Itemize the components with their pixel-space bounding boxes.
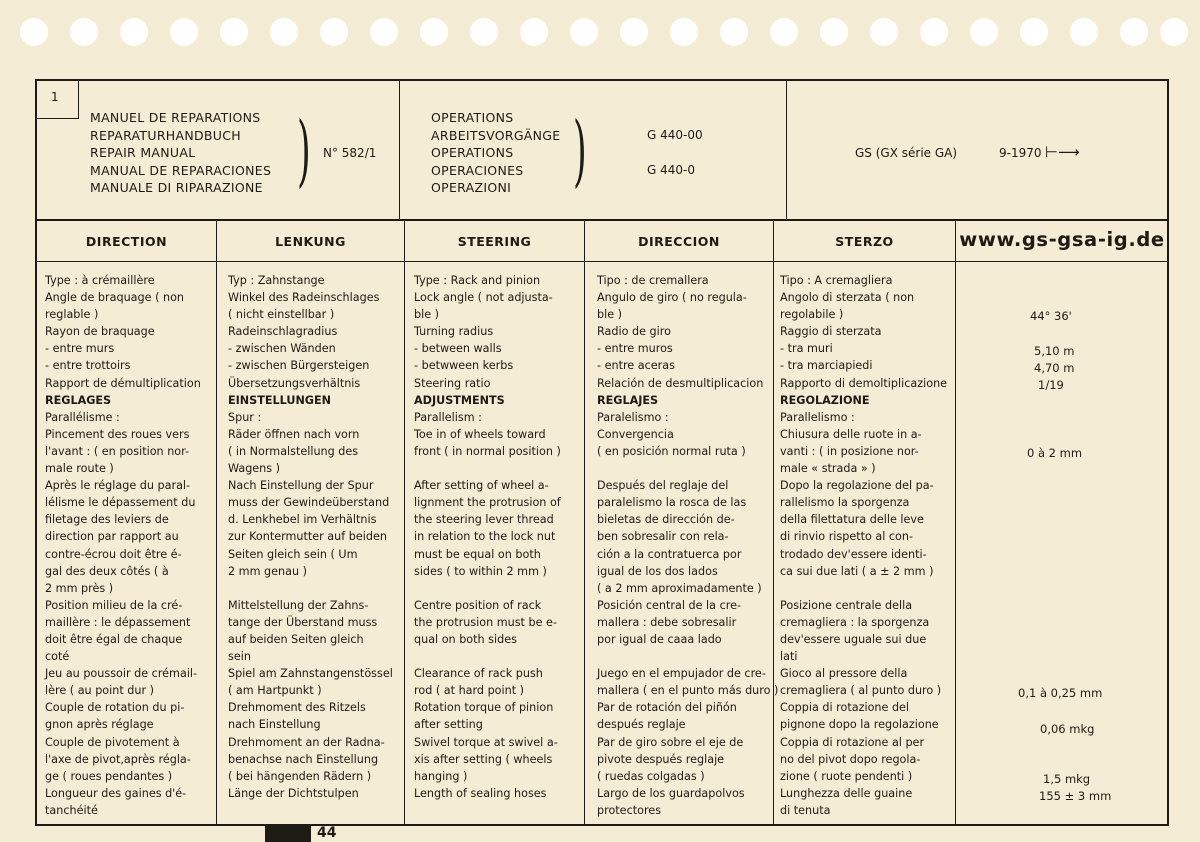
text-line: maillère : le dépassement bbox=[45, 615, 191, 629]
column-divider bbox=[404, 220, 405, 826]
value-radius-walls: 5,10 m bbox=[1034, 344, 1075, 358]
column-de bbox=[228, 272, 393, 802]
text-line: front ( in normal position ) bbox=[414, 444, 561, 458]
column-header-fr: DIRECTION bbox=[85, 234, 168, 249]
watermark-url: www.gs-gsa-ig.de bbox=[959, 228, 1165, 251]
text-line: después reglaje bbox=[597, 718, 686, 732]
text-line: ( a 2 mm aproximadamente ) bbox=[597, 581, 762, 595]
column-en bbox=[414, 272, 561, 802]
binder-hole bbox=[770, 18, 798, 46]
text-line: mallera : debe sobresalir bbox=[597, 615, 737, 629]
text-line: di tenuta bbox=[780, 803, 831, 817]
text-line: lère ( au point dur ) bbox=[45, 684, 155, 698]
text-line: pivote después reglaje bbox=[597, 752, 725, 766]
text-line: - between walls bbox=[414, 342, 502, 356]
brace: ) bbox=[297, 106, 311, 196]
binder-hole bbox=[670, 18, 698, 46]
value-radius-kerbs: 4,70 m bbox=[1034, 361, 1075, 375]
text-line: Rotation torque of pinion bbox=[414, 701, 554, 715]
binder-hole bbox=[620, 18, 648, 46]
model-date: 9-1970 bbox=[999, 146, 1042, 160]
text-line: direction par rapport au bbox=[45, 530, 179, 544]
text-line: must be equal on both bbox=[414, 547, 541, 561]
text-line: sein bbox=[228, 650, 251, 664]
binder-hole bbox=[220, 18, 248, 46]
text-line: Jeu au poussoir de crémail- bbox=[45, 667, 198, 681]
text-line: Type : Rack and pinion bbox=[414, 274, 541, 287]
text-line: filetage des leviers de bbox=[45, 513, 169, 527]
text-line: ble ) bbox=[414, 308, 440, 322]
text-line: paralelismo la rosca de las bbox=[597, 496, 747, 510]
text-line: Couple de pivotement à bbox=[45, 735, 180, 749]
text-line: - zwischen Bürgersteigen bbox=[228, 359, 370, 373]
text-line: Posición central de la cre- bbox=[597, 598, 741, 612]
text-line: zur Kontermutter auf beiden bbox=[228, 530, 387, 544]
manual-title-de: REPARATURHANDBUCH bbox=[90, 127, 241, 143]
text-line: male route ) bbox=[45, 462, 114, 476]
column-divider bbox=[584, 220, 585, 826]
binder-hole bbox=[20, 18, 48, 46]
binder-hole bbox=[270, 18, 298, 46]
text-line: rallelismo la sporgenza bbox=[780, 496, 910, 510]
text-line: Raggio di sterzata bbox=[780, 325, 882, 339]
text-line bbox=[780, 580, 947, 597]
text-line: della filettatura delle leve bbox=[780, 513, 924, 527]
text-line: ( ruedas colgadas ) bbox=[597, 769, 705, 783]
text-line: Position milieu de la cré- bbox=[45, 598, 183, 612]
text-line: dev'essere uguale sui due bbox=[780, 632, 927, 646]
text-line: Nach Einstellung der Spur bbox=[228, 479, 374, 493]
text-line: Paralelismo : bbox=[597, 410, 669, 424]
text-line: Turning radius bbox=[414, 325, 494, 339]
text-line: tange der Überstand muss bbox=[228, 615, 378, 629]
column-header-it: STERZO bbox=[835, 234, 894, 249]
text-line: Parallelismo : bbox=[780, 410, 855, 424]
binder-hole bbox=[170, 18, 198, 46]
binder-hole bbox=[820, 18, 848, 46]
text-line: ADJUSTMENTS bbox=[414, 393, 505, 407]
text-line: Gioco al pressore della bbox=[780, 667, 908, 681]
operation-code-1: G 440-00 bbox=[647, 128, 703, 142]
text-line: ( am Hartpunkt ) bbox=[228, 684, 322, 698]
value-pinion-torque: 0,06 mkg bbox=[1040, 722, 1095, 736]
text-line: Rapport de démultiplication bbox=[45, 376, 201, 390]
text-line: Länge der Dichtstulpen bbox=[228, 786, 359, 800]
value-toe-in: 0 à 2 mm bbox=[1027, 446, 1083, 460]
value-swivel-torque: 1,5 mkg bbox=[1043, 772, 1091, 786]
binder-hole bbox=[470, 18, 498, 46]
binder-hole bbox=[920, 18, 948, 46]
text-line: Posizione centrale della bbox=[780, 598, 913, 612]
text-line: the steering lever thread bbox=[414, 513, 554, 527]
page-number-box: 1 bbox=[37, 81, 79, 119]
text-line: Toe in of wheels toward bbox=[414, 427, 546, 441]
text-line: - zwischen Wänden bbox=[228, 342, 336, 356]
text-line: Winkel des Radeinschlages bbox=[228, 291, 380, 305]
text-line: ( nicht einstellbar ) bbox=[228, 308, 335, 322]
text-line: Convergencia bbox=[597, 427, 674, 441]
text-line: Wagens ) bbox=[228, 462, 281, 476]
text-line: EINSTELLUNGEN bbox=[228, 393, 331, 407]
text-line: gal des deux côtés ( à bbox=[45, 564, 169, 578]
text-line: rod ( at hard point ) bbox=[414, 684, 525, 698]
text-line: trodado dev'essere identi- bbox=[780, 547, 927, 561]
text-line: xis after setting ( wheels bbox=[414, 752, 553, 766]
binder-hole bbox=[1120, 18, 1148, 46]
text-line: Centre position of rack bbox=[414, 598, 542, 612]
text-line: hanging ) bbox=[414, 769, 468, 783]
text-line: - tra marciapiedi bbox=[780, 359, 873, 373]
text-line: Seiten gleich sein ( Um bbox=[228, 547, 358, 561]
text-line: Drehmoment des Ritzels bbox=[228, 701, 366, 715]
text-line: Length of sealing hoses bbox=[414, 786, 547, 800]
text-line: tanchéité bbox=[45, 803, 98, 817]
text-line: ( en posición normal ruta ) bbox=[597, 444, 746, 458]
column-it bbox=[780, 272, 947, 819]
text-line: Angulo de giro ( no regula- bbox=[597, 291, 747, 305]
text-line: l'avant : ( en position nor- bbox=[45, 444, 190, 458]
text-line: ción a la contratuerca por bbox=[597, 547, 742, 561]
text-line: REGLAGES bbox=[45, 393, 112, 407]
text-line: Largo de los guardapolvos bbox=[597, 786, 745, 800]
text-line: ben sobresalir con rela- bbox=[597, 530, 729, 544]
binder-hole bbox=[420, 18, 448, 46]
operations-title-en: OPERATIONS bbox=[431, 145, 514, 161]
text-line: Juego en el empujador de cre- bbox=[597, 667, 766, 681]
text-line: Radio de giro bbox=[597, 325, 671, 339]
text-line: Swivel torque at swivel a- bbox=[414, 735, 558, 749]
binder-hole bbox=[1160, 18, 1188, 46]
text-line: Parallélisme : bbox=[45, 410, 120, 424]
text-line: - entre murs bbox=[45, 342, 115, 356]
text-line bbox=[228, 580, 393, 597]
text-line: lignment the protrusion of bbox=[414, 496, 561, 510]
text-line: Angle de braquage ( non bbox=[45, 291, 185, 305]
binder-hole bbox=[320, 18, 348, 46]
text-line: lati bbox=[780, 650, 798, 664]
text-line: Relación de desmultiplicacion bbox=[597, 376, 764, 390]
text-line: coté bbox=[45, 650, 70, 664]
text-line: nach Einstellung bbox=[228, 718, 321, 732]
binder-hole bbox=[1070, 18, 1098, 46]
text-line: Type : à crémaillère bbox=[45, 274, 155, 287]
text-line: mallera ( en el punto más duro ) bbox=[597, 684, 779, 698]
text-line: por igual de caaa lado bbox=[597, 632, 722, 646]
column-divider bbox=[955, 220, 956, 826]
text-line: 2 mm près ) bbox=[45, 581, 114, 595]
text-line bbox=[414, 460, 561, 477]
header-divider-vertical bbox=[399, 79, 400, 221]
text-line: no del pivot dopo regola- bbox=[780, 752, 921, 766]
text-line: Lock angle ( not adjusta- bbox=[414, 291, 553, 305]
operations-title-fr: OPERATIONS bbox=[431, 110, 514, 125]
text-line: - tra muri bbox=[780, 342, 833, 356]
text-line: - entre aceras bbox=[597, 359, 675, 373]
text-line: Après le réglage du paral- bbox=[45, 479, 191, 493]
binder-hole bbox=[1020, 18, 1048, 46]
text-line: Tipo : A cremagliera bbox=[780, 274, 893, 287]
text-line: Rapporto di demoltiplicazione bbox=[780, 376, 948, 390]
text-line: Dopo la regolazione del pa- bbox=[780, 479, 934, 493]
binder-hole bbox=[120, 18, 148, 46]
text-line: Clearance of rack push bbox=[414, 667, 543, 681]
text-line: sides ( to within 2 mm ) bbox=[414, 564, 547, 578]
text-line: muss der Gewindeüberstand bbox=[228, 496, 390, 510]
text-line: igual de los dos lados bbox=[597, 564, 718, 578]
model-label: GS (GX série GA) bbox=[855, 146, 958, 160]
text-line: in relation to the lock nut bbox=[414, 530, 556, 544]
binder-hole bbox=[520, 18, 548, 46]
text-line bbox=[414, 648, 561, 665]
text-line: Pincement des roues vers bbox=[45, 427, 190, 441]
text-line: Coppia di rotazione del bbox=[780, 701, 910, 715]
text-line: Coppia di rotazione al per bbox=[780, 735, 925, 749]
binder-hole bbox=[720, 18, 748, 46]
binder-holes bbox=[20, 18, 1190, 50]
text-line bbox=[597, 648, 778, 665]
binder-hole bbox=[970, 18, 998, 46]
manual-titles bbox=[90, 109, 271, 197]
text-line: ge ( roues pendantes ) bbox=[45, 769, 173, 783]
text-line: Steering ratio bbox=[414, 376, 491, 390]
text-line: bieletas de dirección de- bbox=[597, 513, 735, 527]
arrow-right-icon: ⊢⟶ bbox=[1045, 143, 1080, 161]
text-line: Radeinschlagradius bbox=[228, 325, 338, 339]
text-line: - entre trottoirs bbox=[45, 359, 131, 373]
text-line: protectores bbox=[597, 803, 662, 817]
text-line: Räder öffnen nach vorn bbox=[228, 427, 360, 441]
text-line: Chiusura delle ruote in a- bbox=[780, 427, 922, 441]
text-line: REGOLAZIONE bbox=[780, 393, 870, 407]
binder-hole bbox=[370, 18, 398, 46]
manual-title-it: MANUALE DI RIPARAZIONE bbox=[90, 180, 263, 196]
text-line: After setting of wheel a- bbox=[414, 479, 549, 493]
text-line: regolabile ) bbox=[780, 308, 844, 322]
text-line: d. Lenkhebel im Verhältnis bbox=[228, 513, 377, 527]
manual-number: N° 582/1 bbox=[323, 146, 377, 160]
text-line: Spiel am Zahnstangenstössel bbox=[228, 667, 393, 681]
operations-titles bbox=[431, 109, 561, 197]
binder-hole bbox=[70, 18, 98, 46]
text-line: cremagliera ( al punto duro ) bbox=[780, 684, 942, 698]
text-line: di rinvio rispetto al con- bbox=[780, 530, 914, 544]
brace: ) bbox=[573, 106, 587, 196]
text-line: Mittelstellung der Zahns- bbox=[228, 598, 369, 612]
text-line bbox=[414, 580, 561, 597]
text-line bbox=[597, 460, 778, 477]
column-divider bbox=[216, 220, 217, 826]
column-es bbox=[597, 272, 778, 819]
column-header-de: LENKUNG bbox=[275, 234, 346, 249]
text-line: Spur : bbox=[228, 410, 262, 424]
text-line: Typ : Zahnstange bbox=[228, 274, 325, 287]
text-line: ( in Normalstellung des bbox=[228, 444, 359, 458]
text-line: Después del reglaje del bbox=[597, 479, 729, 493]
text-line: REGLAJES bbox=[597, 393, 659, 407]
text-line: Drehmoment an der Radna- bbox=[228, 735, 385, 749]
column-header-en: STEERING bbox=[457, 234, 532, 249]
text-line: the protrusion must be e- bbox=[414, 615, 557, 629]
binder-hole bbox=[570, 18, 598, 46]
text-line: qual on both sides bbox=[414, 632, 517, 646]
text-line: Parallelism : bbox=[414, 410, 482, 424]
text-line: benachse nach Einstellung bbox=[228, 752, 379, 766]
value-ratio: 1/19 bbox=[1038, 378, 1064, 392]
binder-hole bbox=[870, 18, 898, 46]
text-line: 2 mm genau ) bbox=[228, 564, 307, 578]
text-line: Rayon de braquage bbox=[45, 325, 155, 339]
operation-code-2: G 440-0 bbox=[647, 163, 695, 177]
text-line: Lunghezza delle guaine bbox=[780, 786, 913, 800]
text-line: - betwween kerbs bbox=[414, 359, 514, 373]
text-line: reglable ) bbox=[45, 308, 99, 322]
manual-title-fr: MANUEL DE REPARATIONS bbox=[90, 110, 261, 125]
column-header-es: DIRECCION bbox=[638, 234, 720, 249]
text-line: Couple de rotation du pi- bbox=[45, 701, 185, 715]
text-line: doit être égal de chaque bbox=[45, 632, 183, 646]
text-line: zione ( ruote pendenti ) bbox=[780, 769, 913, 783]
text-line: male « strada » ) bbox=[780, 462, 876, 476]
text-line: - entre muros bbox=[597, 342, 673, 356]
value-lock-angle: 44° 36' bbox=[1030, 309, 1072, 323]
header-divider bbox=[35, 219, 1169, 221]
text-line: Par de rotación del piñón bbox=[597, 701, 737, 715]
text-line: vanti : ( in posizione nor- bbox=[780, 444, 919, 458]
text-line: l'axe de pivot,après régla- bbox=[45, 752, 191, 766]
manual-title-es: MANUAL DE REPARACIONES bbox=[90, 162, 272, 178]
text-line: contre-écrou doit être é- bbox=[45, 547, 182, 561]
text-line: pignone dopo la regolazione bbox=[780, 718, 939, 732]
value-hose-length: 155 ± 3 mm bbox=[1039, 789, 1112, 803]
text-line: after setting bbox=[414, 718, 483, 732]
text-line: gnon après réglage bbox=[45, 718, 154, 732]
operations-title-es: OPERACIONES bbox=[431, 162, 524, 178]
text-line: Longueur des gaines d'é- bbox=[45, 786, 187, 800]
text-line: Par de giro sobre el eje de bbox=[597, 735, 744, 749]
operations-title-it: OPERAZIONI bbox=[431, 180, 512, 196]
footer-bar bbox=[265, 826, 311, 842]
page-number: 44 bbox=[317, 825, 337, 841]
text-line: ble ) bbox=[597, 308, 623, 322]
value-rack-clearance: 0,1 à 0,25 mm bbox=[1018, 686, 1103, 700]
text-line: Übersetzungsverhältnis bbox=[228, 376, 361, 390]
text-line: lélisme le dépassement du bbox=[45, 496, 196, 510]
manual-title-en: REPAIR MANUAL bbox=[90, 145, 196, 161]
header-divider-vertical bbox=[786, 79, 787, 221]
text-line: Tipo : de cremallera bbox=[597, 274, 709, 287]
text-line: ( bei hängenden Rädern ) bbox=[228, 769, 372, 783]
column-fr bbox=[45, 272, 201, 819]
text-line: auf beiden Seiten gleich bbox=[228, 632, 364, 646]
text-line: Angolo di sterzata ( non bbox=[780, 291, 915, 305]
operations-title-de: ARBEITSVORGÄNGE bbox=[431, 127, 561, 143]
text-line: cremagliera : la sporgenza bbox=[780, 615, 930, 629]
text-line: ca sui due lati ( a ± 2 mm ) bbox=[780, 564, 934, 578]
